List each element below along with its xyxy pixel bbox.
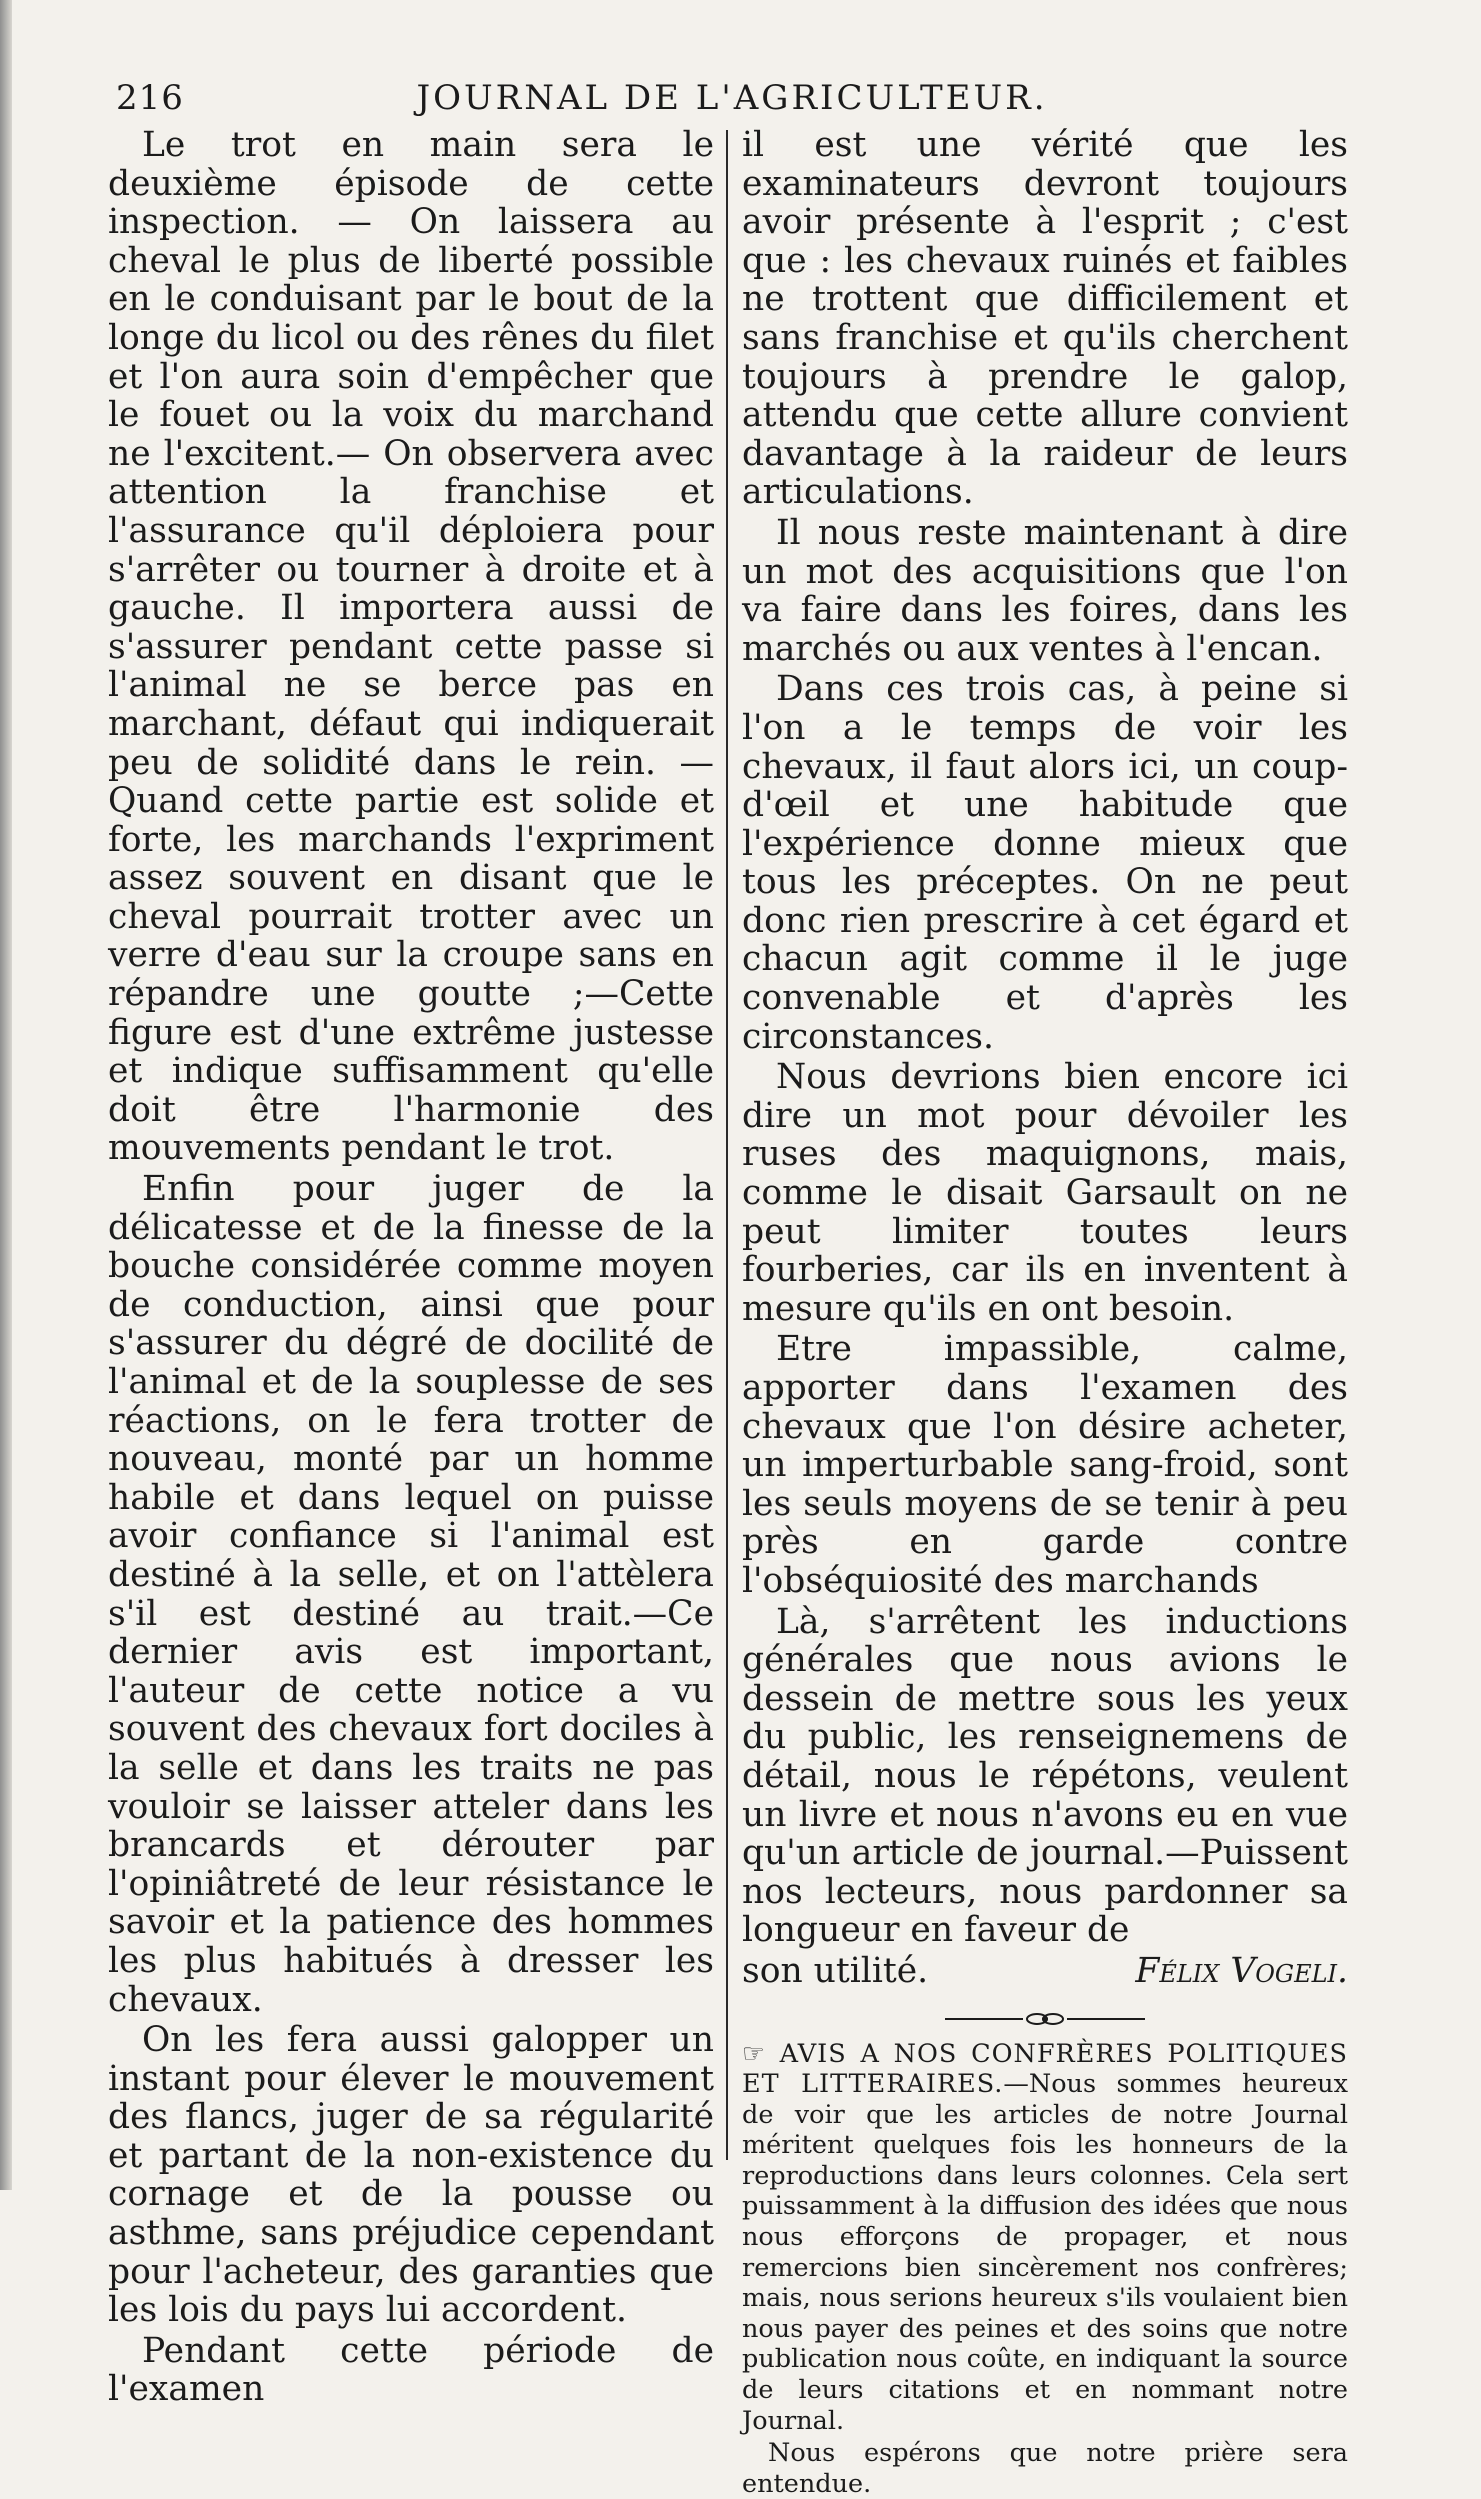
paragraph: Pendant cette période de l'examen — [108, 2332, 714, 2409]
paragraph: il est une vérité que les examinateurs devront toujours avoir présente à l'esprit ; c'est que : les chevaux ruinés et faibles ne trottent que difficilement et sans franchise et qu'ils cherchent toujours à prendre le galop, attendu que cette allure convient davantage à la raideur de leurs articulations. — [742, 126, 1348, 512]
notice-text — [742, 2039, 1348, 2437]
paragraph: Enfin pour juger de la délicatesse et de la finesse de la bouche considérée comme moyen de conduction, ainsi que pour s'assurer du dégré de docilité de l'animal et de la souplesse de ses réactions, on le fera trotter de nouveau, monté par un homme habile et dans lequel on puisse avoir confiance si l'animal est destiné à la selle, et on l'attèlera s'il est destiné au trait.—Ce dernier avis est important, l'auteur de cette notice a vu souvent des chevaux fort dociles à la selle et dans les traits ne pas vouloir se laisser atteler dans les brancards et dérouter par l'opiniâtreté de leur résistance le savoir et la patience des hommes les plus habitués à dresser les chevaux. — [108, 1170, 714, 2019]
paragraph: Le trot en main sera le deuxième épisode de cette inspection. — On laissera au cheval le plus de liberté possible en le conduisant par le bout de la longe du licol ou des rênes du filet et l'on aura soin d'empêcher que le fouet ou la voix du marchand ne l'excitent.— On observera avec attention la franchise et l'assurance qu'il déploiera pour s'arrêter ou tourner à droite et à gauche. Il importera aussi de s'assurer pendant cette passe si l'animal ne se berce pas en marchant, défaut qui indiquerait peu de solidité dans le rein. — Quand cette partie est solide et forte, les marchands l'expriment assez souvent en disant que le cheval pourrait trotter avec un verre d'eau sur la croupe sans en répandre une goutte ;—Cette figure est d'une extrême justesse et indique suffisamment qu'elle doit être l'harmonie des mouvements pendant le trot. — [108, 126, 714, 1168]
paragraph: Etre impassible, calme, apporter dans l'examen des chevaux que l'on désire acheter, un imperturbable sang-froid, sont les seuls moyens de se tenir à peu près en garde contre l'obséquiosité des marchands — [742, 1330, 1348, 1600]
notice-closing: Nous espérons que notre prière sera entendue. — [742, 2438, 1348, 2499]
author-signature: Félix Vogeli. — [1135, 1952, 1348, 1991]
signature-line — [742, 1952, 1348, 1991]
ornament-divider — [945, 2009, 1145, 2029]
paragraph: On les fera aussi galopper un instant pour élever le mouvement des flancs, juger de sa régularité et partant de la non-existence du cornage et de la pousse ou asthme, sans préjudice cependant pour l'acheteur, des garanties que les lois du pays lui accordent. — [108, 2021, 714, 2330]
paragraph: Dans ces trois cas, à peine si l'on a le temps de voir les chevaux, il faut alors ici, un coup-d'œil et une habitude que l'expérience donne mieux que tous les préceptes. On ne peut donc rien prescrire à cet égard et chacun agit comme il le juge convenable et d'après les circonstances. — [742, 670, 1348, 1056]
column-divider — [726, 130, 728, 2160]
closing-words: son utilité. — [742, 1952, 928, 1991]
right-column — [742, 126, 1348, 2499]
notice-heading: ☞ AVIS A NOS CONFRÈRES POLITIQUES ET LITTERAIRES. — [742, 2039, 1348, 2100]
paragraph: Il nous reste maintenant à dire un mot des acquisitions que l'on va faire dans les foires, dans les marchés ou aux ventes à l'encan. — [742, 514, 1348, 668]
page-edge — [0, 0, 12, 2190]
paragraph: Là, s'arrêtent les inductions générales que nous avions le dessein de mettre sous les yeux du public, les renseignemens de détail, nous le répétons, veulent un livre et nous n'avons eu en vue qu'un article de journal.—Puissent nos lecteurs, nous pardonner sa longueur en faveur de — [742, 1603, 1348, 1950]
page-number: 216 — [116, 78, 184, 118]
notice-body: —Nous sommes heureux de voir que les articles de notre Journal méritent quelques fois les honneurs de la reproductions dans leurs colonnes. Cela sert puissamment à la diffusion des idées que nous nous efforçons de propager, et nous remercions bien sincèrement nos confrères; mais, nous serions heureux s'ils voulaient bien nous payer des peines et des soins que notre publication nous coûte, en indiquant la source de leurs citations et en nommant notre Journal. — [742, 2069, 1348, 2436]
notice-box — [742, 2039, 1348, 2499]
left-column — [108, 126, 714, 2409]
running-header — [108, 72, 1356, 124]
journal-title: JOURNAL DE L'AGRICULTEUR. — [108, 78, 1356, 118]
paragraph: Nous devrions bien encore ici dire un mot pour dévoiler les ruses des maquignons, mais, comme le disait Garsault on ne peut limiter toutes leurs fourberies, car ils en inventent à mesure qu'ils en ont besoin. — [742, 1058, 1348, 1328]
